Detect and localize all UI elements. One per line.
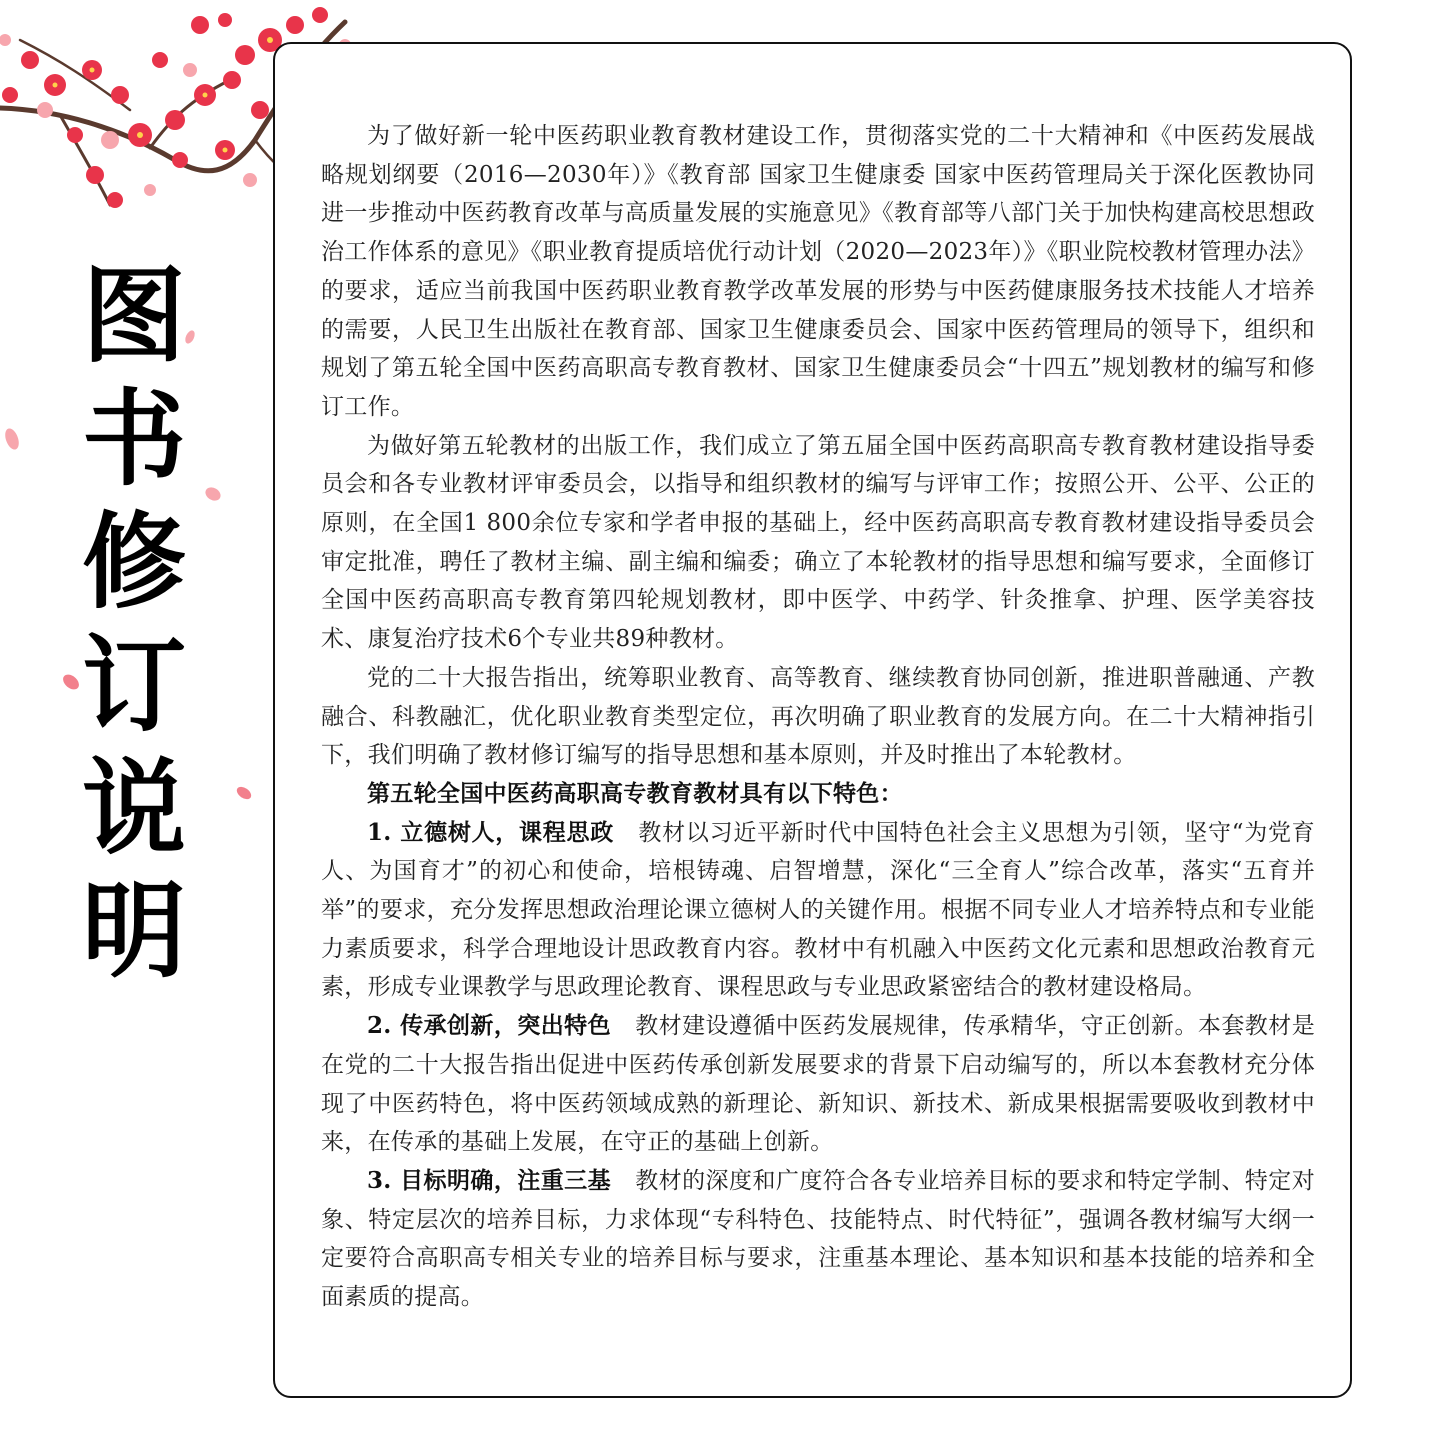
paragraph: 党的二十大报告指出，统筹职业教育、高等教育、继续教育协同创新，推进职普融通、产教融合、科教融汇，优化职业教育类型定位，再次明确了职业教育的发展方向。在二十大精神指引下，我们明确了教材修订编写的指导思想和基本原则，并及时推出了本轮教材。 <box>321 664 1315 769</box>
side-title-char: 图 <box>81 255 186 377</box>
side-title-char: 说 <box>81 747 186 869</box>
paragraph: 为做好第五轮教材的出版工作，我们成立了第五届全国中医药高职高专教育教材建设指导委员会和各专业教材评审委员会，以指导和组织教材的编写与评审工作；按照公开、公平、公正的原则，在全国1 800余位专家和学者申报的基础上，经中医药高职高专教育教材建设指导委员会审定批准，聘任了教材主编、副主编和编委；确立了本轮教材的指导思想和编写要求，全面修订全国中医药高职高专教育第四轮规划教材，即中医学、中药学、针灸推拿、护理、医学美容技术、康复治疗技术6个专业共89种教材。 <box>321 432 1315 653</box>
feature-item <box>321 814 1315 1008</box>
content-panel <box>273 42 1352 1398</box>
side-title-char: 修 <box>81 501 186 623</box>
side-title-char: 订 <box>81 624 186 746</box>
feature-text: 教材的深度和广度符合各专业培养目标的要求和特定学制、特定对象、特定层次的培养目标，力求体现“专科特色、技能特点、时代特征”，强调各教材编写大纲一定要符合高职高专相关专业的培养目标与要求，注重基本理论、基本知识和基本技能的培养和全面素质的提高。 <box>321 1167 1315 1311</box>
feature-item <box>321 1007 1315 1162</box>
falling-petal <box>235 784 254 801</box>
feature-text: 教材建设遵循中医药发展规律，传承精华，守正创新。本套教材是在党的二十大报告指出促进中医药传承创新发展要求的背景下启动编写的，所以本套教材充分体现了中医药特色，将中医药领域成熟的新理论、新知识、新技术、新成果根据需要吸收到教材中来，在传承的基础上发展，在守正的基础上创新。 <box>321 1013 1315 1156</box>
feature-title: 1. 立德树人，课程思政 <box>367 818 614 846</box>
feature-title: 3. 目标明确，注重三基 <box>367 1166 612 1194</box>
feature-text: 教材以习近平新时代中国特色社会主义思想为引领，坚守“为党育人、为国育才”的初心和使命，培根铸魂、启智增慧，深化“三全育人”综合改革，落实“五育并举”的要求，充分发挥思想政治理论课立德树人的关键作用。根据不同专业人才培养特点和专业能力素质要求，科学合理地设计思政教育内容。教材中有机融入中医药文化元素和思想政治教育元素，形成专业课教学与思政理论教育、课程思政与专业思政紧密结合的教材建设格局。 <box>321 819 1315 1001</box>
side-title <box>76 255 192 993</box>
feature-item <box>321 1162 1315 1317</box>
paragraph: 为了做好新一轮中医药职业教育教材建设工作，贯彻落实党的二十大精神和《中医药发展战略规划纲要（2016—2030年）》《教育部 国家卫生健康委 国家中医药管理局关于深化医教协同进一步推动中医药教育改革与高质量发展的实施意见》《教育部等八部门关于加快构建高校思想政治工作体系的意见》《职业教育提质培优行动计划（2020—2023年）》《职业院校教材管理办法》的要求，适应当前我国中医药职业教育教学改革发展的形势与中医药健康服务技术技能人才培养的需要，人民卫生出版社在教育部、国家卫生健康委员会、国家中医药管理局的领导下，组织和规划了第五轮全国中医药高职高专教育教材、国家卫生健康委员会“十四五”规划教材的编写和修订工作。 <box>321 123 1315 420</box>
side-title-char: 明 <box>81 870 186 992</box>
features-heading: 第五轮全国中医药高职高专教育教材具有以下特色： <box>367 779 903 807</box>
side-title-char: 书 <box>81 378 186 500</box>
document-body <box>321 117 1315 1317</box>
feature-title: 2. 传承创新，突出特色 <box>367 1012 612 1040</box>
falling-petal <box>203 485 223 503</box>
falling-petal <box>3 427 22 452</box>
